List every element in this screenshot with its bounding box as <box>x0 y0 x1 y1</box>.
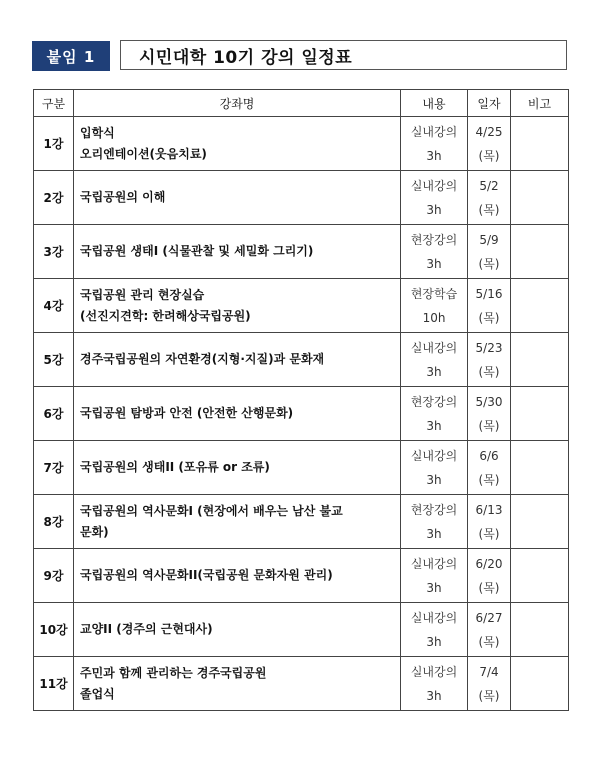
column-header-content: 내용 <box>401 90 468 117</box>
course-title-line: (선진지견학: 한려해상국립공원) <box>80 308 251 323</box>
content-type-line: 현장학습 <box>410 286 458 301</box>
note-cell <box>511 117 569 171</box>
date-line: (목) <box>478 202 500 217</box>
note-cell <box>511 603 569 657</box>
course-title-cell <box>74 441 401 495</box>
table-row <box>34 495 569 549</box>
date-cell <box>468 657 511 711</box>
date-line: (목) <box>478 472 500 487</box>
date-line: (목) <box>478 688 500 703</box>
course-title-cell <box>74 657 401 711</box>
date-line: 6/20 <box>475 556 503 571</box>
content-type-line: 3h <box>426 472 442 487</box>
table-row <box>34 657 569 711</box>
attachment-badge: 붙임 1 <box>32 41 110 71</box>
date-line: 6/13 <box>475 502 503 517</box>
table-row <box>34 225 569 279</box>
table-row <box>34 441 569 495</box>
note-cell <box>511 441 569 495</box>
course-title-line: 오리엔테이션(웃음치료) <box>80 146 207 161</box>
content-type-line: 3h <box>426 526 442 541</box>
table-row <box>34 171 569 225</box>
table-row <box>34 117 569 171</box>
table-body <box>34 117 569 711</box>
course-title-line: 국립공원의 역사문화II(국립공원 문화자원 관리) <box>80 568 333 582</box>
content-type-line: 10h <box>422 310 446 325</box>
date-cell <box>468 495 511 549</box>
note-cell <box>511 171 569 225</box>
date-line: (목) <box>478 526 500 541</box>
content-type-cell <box>401 441 468 495</box>
date-line: 5/2 <box>479 178 499 193</box>
table-row <box>34 279 569 333</box>
course-title-line: 경주국립공원의 자연환경(지형·지질)과 문화재 <box>80 352 325 366</box>
course-title-line: 교양II (경주의 근현대사) <box>80 622 213 636</box>
note-cell <box>511 495 569 549</box>
table-row <box>34 549 569 603</box>
content-type-line: 3h <box>426 688 442 703</box>
content-type-cell <box>401 387 468 441</box>
note-cell <box>511 225 569 279</box>
course-title-cell <box>74 495 401 549</box>
document-header <box>32 40 353 72</box>
table-row <box>34 333 569 387</box>
content-type-cell <box>401 603 468 657</box>
date-line: (목) <box>478 634 500 649</box>
date-cell <box>468 603 511 657</box>
date-cell <box>468 549 511 603</box>
date-line: (목) <box>478 364 500 379</box>
date-line: (목) <box>478 580 500 595</box>
lecture-number-cell: 6강 <box>34 387 74 441</box>
page-title: 시민대학 10기 강의 일정표 <box>120 40 567 70</box>
lecture-number-cell: 10강 <box>34 603 74 657</box>
course-title-line: 입학식 <box>80 125 115 140</box>
note-cell <box>511 657 569 711</box>
date-line: (목) <box>478 418 500 433</box>
content-type-cell <box>401 333 468 387</box>
date-cell <box>468 387 511 441</box>
content-type-cell <box>401 117 468 171</box>
course-title-cell <box>74 117 401 171</box>
course-title-line: 국립공원 관리 현장실습 <box>80 287 205 302</box>
date-line: 6/27 <box>475 610 503 625</box>
content-type-line: 현장강의 <box>410 502 458 517</box>
content-type-cell <box>401 171 468 225</box>
note-cell <box>511 549 569 603</box>
content-type-line: 실내강의 <box>410 556 458 571</box>
note-cell <box>511 387 569 441</box>
date-cell <box>468 279 511 333</box>
lecture-number-cell: 7강 <box>34 441 74 495</box>
date-line: (목) <box>478 148 500 163</box>
lecture-number-cell: 5강 <box>34 333 74 387</box>
lecture-number-cell: 2강 <box>34 171 74 225</box>
content-type-cell <box>401 279 468 333</box>
content-type-cell <box>401 657 468 711</box>
content-type-line: 실내강의 <box>410 178 458 193</box>
table-row <box>34 387 569 441</box>
course-title-cell <box>74 225 401 279</box>
content-type-line: 3h <box>426 418 442 433</box>
date-line: 5/23 <box>475 340 503 355</box>
note-cell <box>511 333 569 387</box>
lecture-number-cell: 9강 <box>34 549 74 603</box>
lecture-number-cell: 4강 <box>34 279 74 333</box>
course-title-line: 졸업식 <box>80 686 115 701</box>
content-type-line: 실내강의 <box>410 610 458 625</box>
content-type-cell <box>401 549 468 603</box>
content-type-line: 실내강의 <box>410 340 458 355</box>
lecture-number-cell: 8강 <box>34 495 74 549</box>
course-title-line: 국립공원의 이해 <box>80 190 166 204</box>
course-title-line: 국립공원의 생태II (포유류 or 조류) <box>80 460 270 474</box>
lecture-schedule-table <box>33 89 569 711</box>
content-type-line: 3h <box>426 364 442 379</box>
date-line: 7/4 <box>479 664 499 679</box>
course-title-line: 국립공원의 역사문화I (현장에서 배우는 남산 불교 <box>80 503 343 518</box>
content-type-line: 3h <box>426 580 442 595</box>
table-header-row <box>34 90 569 117</box>
lecture-number-cell: 3강 <box>34 225 74 279</box>
column-header-course: 강좌명 <box>74 90 401 117</box>
date-cell <box>468 171 511 225</box>
lecture-number-cell: 1강 <box>34 117 74 171</box>
note-cell <box>511 279 569 333</box>
date-line: 4/25 <box>475 124 503 139</box>
course-title-cell <box>74 603 401 657</box>
content-type-line: 3h <box>426 202 442 217</box>
content-type-line: 현장강의 <box>410 232 458 247</box>
table-row <box>34 603 569 657</box>
content-type-line: 실내강의 <box>410 124 458 139</box>
course-title-cell <box>74 279 401 333</box>
content-type-line: 3h <box>426 148 442 163</box>
date-cell <box>468 117 511 171</box>
column-header-date: 일자 <box>468 90 511 117</box>
date-line: 5/9 <box>479 232 499 247</box>
date-cell <box>468 441 511 495</box>
content-type-cell <box>401 495 468 549</box>
content-type-line: 3h <box>426 634 442 649</box>
date-line: 5/30 <box>475 394 503 409</box>
course-title-line: 주민과 함께 관리하는 경주국립공원 <box>80 665 267 680</box>
date-cell <box>468 225 511 279</box>
course-title-cell <box>74 387 401 441</box>
content-type-line: 3h <box>426 256 442 271</box>
lecture-number-cell: 11강 <box>34 657 74 711</box>
content-type-cell <box>401 225 468 279</box>
course-title-cell <box>74 171 401 225</box>
course-title-cell <box>74 549 401 603</box>
column-header-number: 구분 <box>34 90 74 117</box>
course-title-line: 문화) <box>80 524 109 539</box>
date-line: (목) <box>478 310 500 325</box>
date-line: (목) <box>478 256 500 271</box>
course-title-line: 국립공원 생태I (식물관찰 및 세밀화 그리기) <box>80 244 314 258</box>
date-cell <box>468 333 511 387</box>
course-title-line: 국립공원 탐방과 안전 (안전한 산행문화) <box>80 406 294 420</box>
content-type-line: 실내강의 <box>410 448 458 463</box>
date-line: 5/16 <box>475 286 503 301</box>
date-line: 6/6 <box>479 448 499 463</box>
content-type-line: 현장강의 <box>410 394 458 409</box>
column-header-note: 비고 <box>511 90 569 117</box>
course-title-cell <box>74 333 401 387</box>
content-type-line: 실내강의 <box>410 664 458 679</box>
